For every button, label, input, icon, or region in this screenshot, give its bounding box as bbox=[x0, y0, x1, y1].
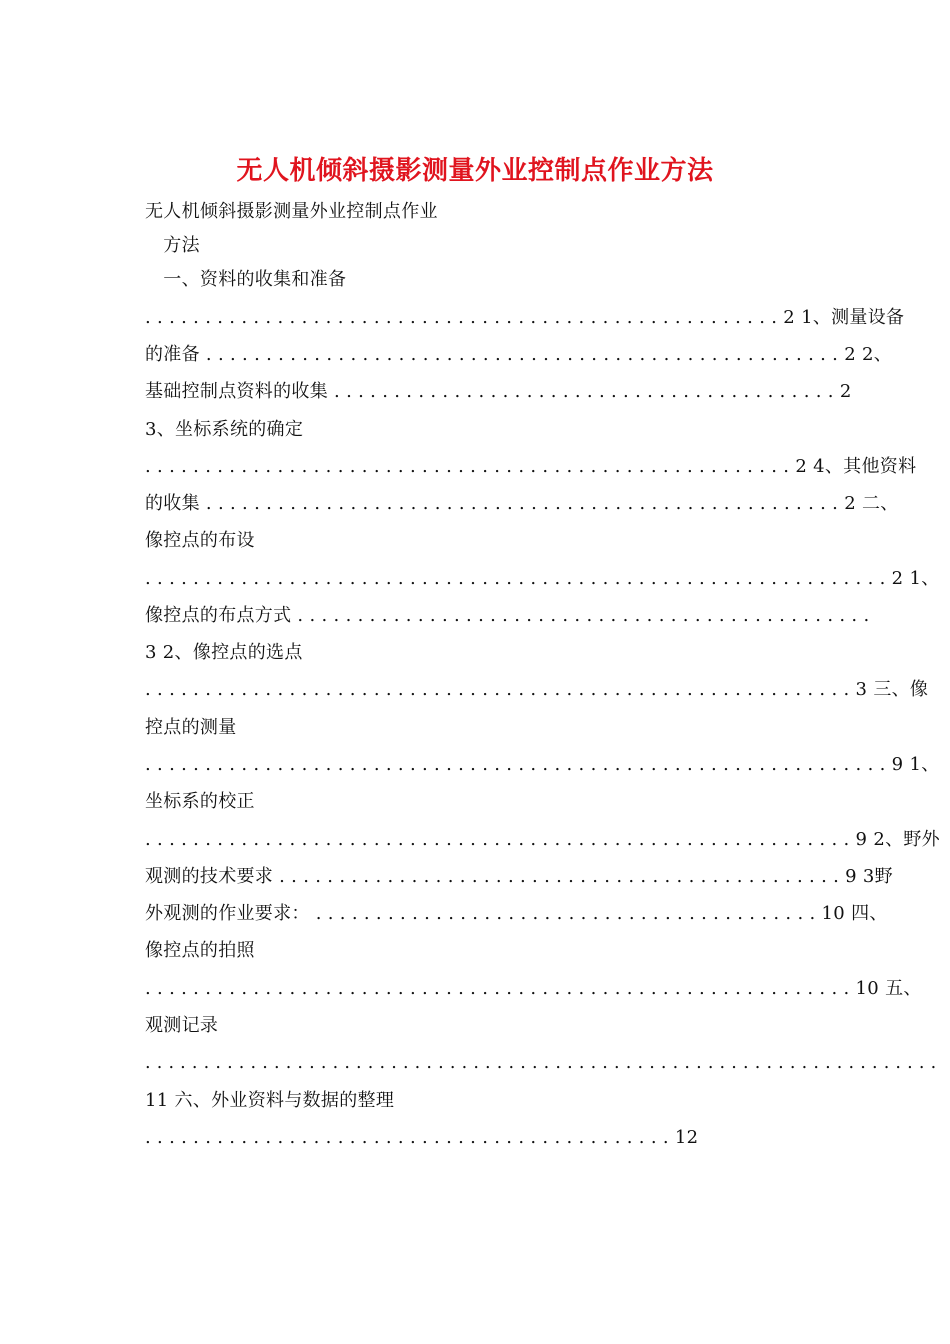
toc-line: 一、资料的收集和准备 bbox=[145, 269, 347, 290]
toc-line: 无人机倾斜摄影测量外业控制点作业 bbox=[145, 201, 438, 222]
toc-line: . . . . . . . . . . . . . . . . . . . . . . . . . . . . . . . . . . . . . . . . . . . . . . . . . . . . . . . . . . . . . . 9 1、 bbox=[145, 754, 940, 775]
toc-line: 方法 bbox=[145, 235, 200, 256]
toc-line: 的收集 . . . . . . . . . . . . . . . . . . . . . . . . . . . . . . . . . . . . . . . . . . . . . . . . . . . . . 2 二、 bbox=[145, 493, 899, 514]
toc-line: . . . . . . . . . . . . . . . . . . . . . . . . . . . . . . . . . . . . . . . . . . . . 12 bbox=[145, 1127, 699, 1148]
toc-line: 外观测的作业要求： . . . . . . . . . . . . . . . . . . . . . . . . . . . . . . . . . . . . . . . . . . 10 四、 bbox=[145, 903, 888, 924]
toc-line: 3、坐标系统的确定 bbox=[145, 419, 304, 440]
toc-line: . . . . . . . . . . . . . . . . . . . . . . . . . . . . . . . . . . . . . . . . . . . . . . . . . . . . . . . . . . . 3 三、像 bbox=[145, 679, 929, 700]
document-title: 无人机倾斜摄影测量外业控制点作业方法 bbox=[236, 156, 714, 186]
toc-line: . . . . . . . . . . . . . . . . . . . . . . . . . . . . . . . . . . . . . . . . . . . . . . . . . . . . . . . . . . . . . . 2 1、 bbox=[145, 568, 940, 589]
toc-line: 11 六、外业资料与数据的整理 bbox=[145, 1090, 395, 1111]
toc-line: 控点的测量 bbox=[145, 717, 237, 738]
toc-line: 像控点的布点方式 . . . . . . . . . . . . . . . . . . . . . . . . . . . . . . . . . . . . . . . . . . . . . . . . bbox=[145, 605, 870, 626]
toc-line: 的准备 . . . . . . . . . . . . . . . . . . . . . . . . . . . . . . . . . . . . . . . . . . . . . . . . . . . . . 2 2、 bbox=[145, 344, 893, 365]
toc-line: . . . . . . . . . . . . . . . . . . . . . . . . . . . . . . . . . . . . . . . . . . . . . . . . . . . . . . . . . . . . . . . . . . . . bbox=[145, 1053, 937, 1073]
toc-line: 坐标系的校正 bbox=[145, 791, 255, 812]
toc-line: 观测的技术要求 . . . . . . . . . . . . . . . . . . . . . . . . . . . . . . . . . . . . . . . . . . . . . . . 9 3野 bbox=[145, 866, 893, 887]
toc-line: 3 2、像控点的选点 bbox=[145, 642, 303, 663]
toc-line: . . . . . . . . . . . . . . . . . . . . . . . . . . . . . . . . . . . . . . . . . . . . . . . . . . . . . . . . . . . 10 五、 bbox=[145, 978, 922, 999]
toc-line: 基础控制点资料的收集 . . . . . . . . . . . . . . . . . . . . . . . . . . . . . . . . . . . . . . . . . . 2 bbox=[145, 381, 852, 402]
toc-line: . . . . . . . . . . . . . . . . . . . . . . . . . . . . . . . . . . . . . . . . . . . . . . . . . . . . . . . . . . . 9 2、野外 bbox=[145, 829, 940, 850]
toc-line: . . . . . . . . . . . . . . . . . . . . . . . . . . . . . . . . . . . . . . . . . . . . . . . . . . . . . 2 1、测量设备 bbox=[145, 307, 905, 328]
toc-line: 像控点的拍照 bbox=[145, 940, 255, 961]
toc-line: 像控点的布设 bbox=[145, 530, 255, 551]
toc-line: 观测记录 bbox=[145, 1015, 219, 1036]
toc-line: . . . . . . . . . . . . . . . . . . . . . . . . . . . . . . . . . . . . . . . . . . . . . . . . . . . . . . 2 4、其他资料 bbox=[145, 456, 917, 477]
